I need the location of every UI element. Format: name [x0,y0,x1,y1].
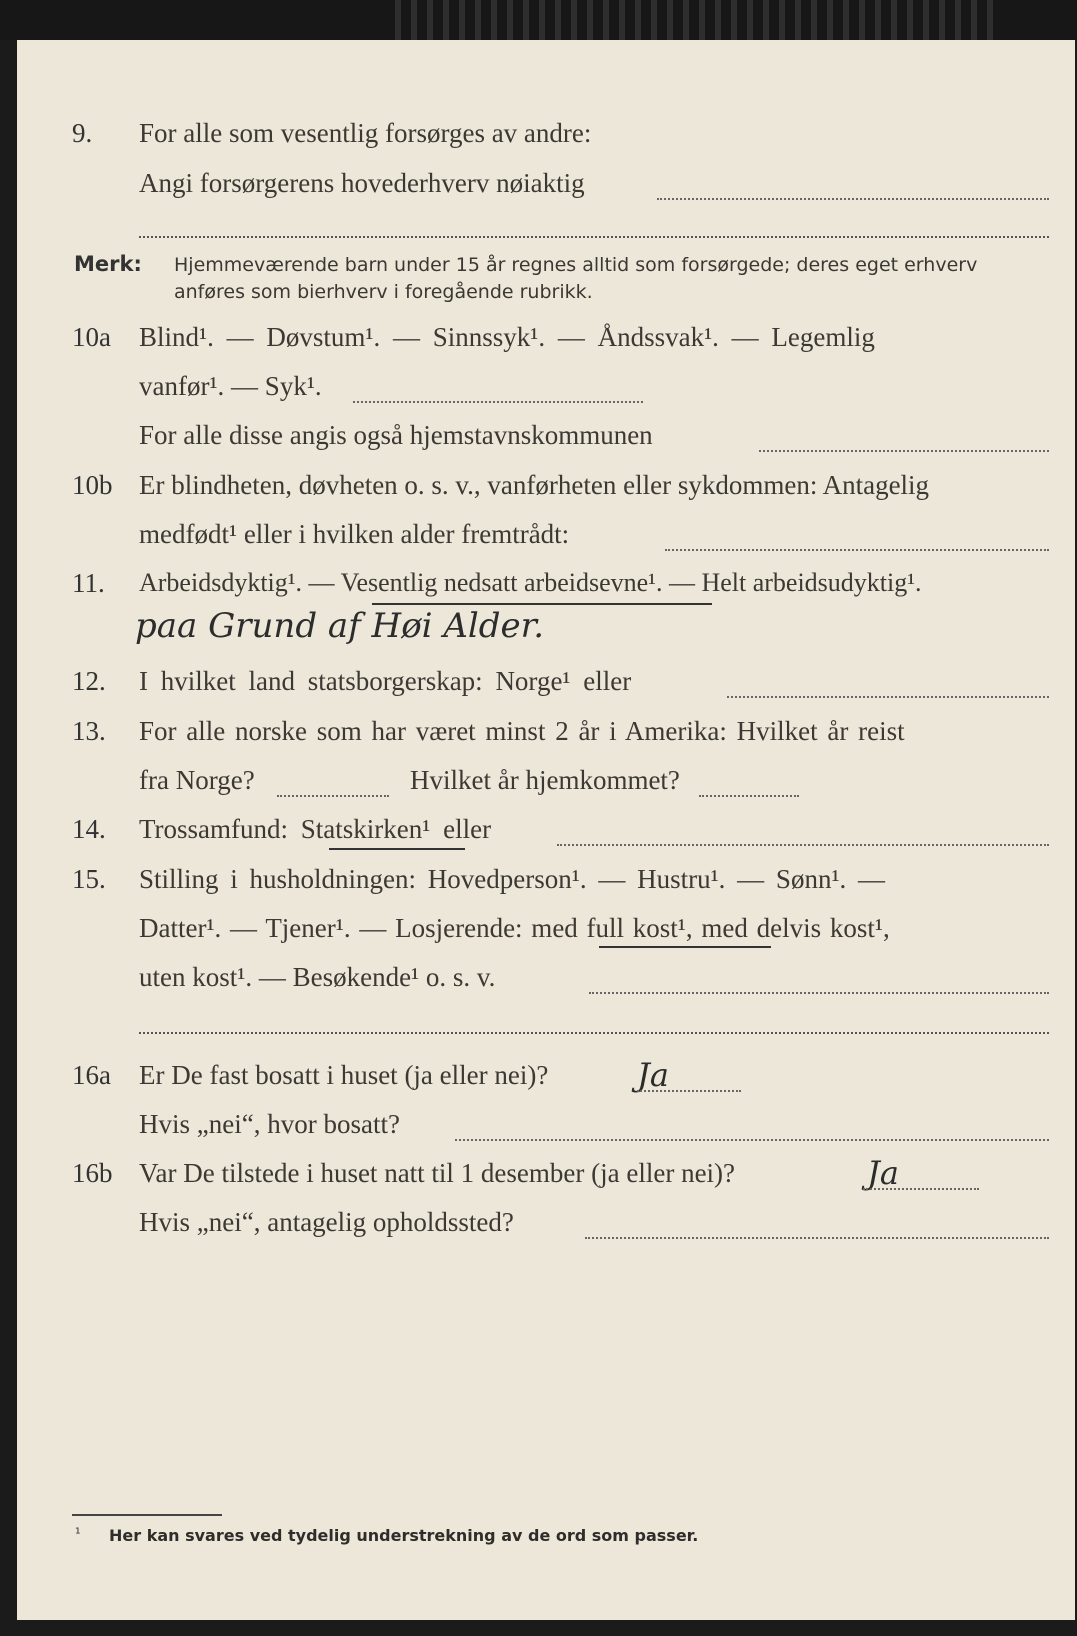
question-text: Er blindheten, døvheten o. s. v., vanførheten eller sykdommen: Antagelig [139,470,930,500]
question-text: Hvis „nei“, hvor bosatt? [139,1109,400,1139]
question-number: 12. [72,666,106,696]
answer-line[interactable] [863,1188,979,1190]
question-16b-line-2 [17,1207,1075,1247]
question-text: Trossamfund: Statskirken¹ eller [139,814,492,844]
question-13 [17,716,1075,756]
question-number: 14. [72,814,106,844]
question-text: Er De fast bosatt i huset (ja eller nei)? [139,1060,549,1090]
question-10a [17,322,1075,362]
question-number: 16b [72,1158,113,1188]
binding-edge [395,0,1015,40]
question-text: Hvilket år hjemkommet? [410,765,680,795]
question-14 [17,814,1075,854]
question-12 [17,666,1075,706]
question-number: 11. [72,568,105,598]
question-text: Var De tilstede i huset natt til 1 desember (ja eller nei)? [139,1158,736,1188]
handwritten-answer: paa Grund af Høi Alder. [135,606,544,646]
question-9 [17,118,1075,158]
answer-line[interactable] [353,401,643,403]
question-9-line-2 [17,168,1075,208]
question-11 [17,568,1075,608]
question-text: Angi forsørgerens hovederhverv nøiaktig [139,168,585,198]
answer-line[interactable] [557,844,1049,846]
note-text: Hjemmeværende barn under 15 år regnes alltid som forsørgede; deres eget erhverv [174,254,978,276]
question-text: For alle som vesentlig forsørges av andre: [139,118,592,148]
answer-line[interactable] [139,1032,1049,1034]
question-text: Arbeidsdyktig¹. — Vesentlig nedsatt arbeidsevne¹. — Helt arbeidsudyktig¹. [139,568,922,597]
question-text: medfødt¹ eller i hvilken alder fremtrådt: [139,519,570,549]
footnote-divider [72,1514,222,1516]
question-16b [17,1154,1075,1198]
footnote-text: Her kan svares ved tydelig understrekning av de ord som passer. [109,1526,699,1545]
scan-top-border [0,0,1077,40]
question-10b [17,470,1075,510]
footnote-marker: ¹ [75,1526,81,1542]
question-15 [17,864,1075,904]
question-text: fra Norge? [139,765,255,795]
question-10a-line-2 [17,371,1075,411]
answer-line[interactable] [759,450,1049,452]
question-number: 15. [72,864,106,894]
question-text: Datter¹. — Tjener¹. — Losjerende: med full kost¹, med delvis kost¹, [139,913,890,943]
question-number: 10b [72,470,113,500]
question-text: Hvis „nei“, antagelig opholdssted? [139,1207,514,1237]
answer-line[interactable] [657,198,1049,200]
question-10b-line-2 [17,519,1075,559]
question-10a-line-3 [17,420,1075,460]
selected-underline [372,603,712,605]
question-15-line-2 [17,913,1075,953]
question-text: vanfør¹. — Syk¹. [139,371,322,401]
question-16a-line-2 [17,1109,1075,1149]
note-text: anføres som bierhverv i foregående rubrikk. [174,281,593,303]
selected-underline [599,946,771,948]
note-label: Merk: [74,252,142,276]
question-number: 10a [72,322,111,352]
question-text: For alle norske som har været minst 2 år i Amerika: Hvilket år reist [139,716,905,746]
answer-line[interactable] [277,795,389,797]
answer-line[interactable] [585,1237,1049,1239]
handwritten-answer: Ja [867,1154,899,1192]
question-text: Stilling i husholdningen: Hovedperson¹. — Hustru¹. — Sønn¹. — [139,864,886,894]
answer-line[interactable] [637,1090,741,1092]
selected-underline [329,848,465,850]
question-text: For alle disse angis også hjemstavnskommunen [139,420,653,450]
answer-line[interactable] [455,1139,1049,1141]
question-text: uten kost¹. — Besøkende¹ o. s. v. [139,962,496,992]
question-text: Blind¹. — Døvstum¹. — Sinnssyk¹. — Åndssvak¹. — Legemlig [139,322,875,352]
answer-line[interactable] [727,696,1049,698]
answer-line[interactable] [699,795,799,797]
question-number: 9. [72,118,93,148]
question-number: 13. [72,716,106,746]
census-form-page [17,40,1075,1620]
question-15-line-3 [17,962,1075,1002]
question-16a [17,1056,1075,1100]
answer-line[interactable] [589,992,1049,994]
answer-line[interactable] [665,549,1049,551]
question-number: 16a [72,1060,111,1090]
answer-line[interactable] [139,236,1049,238]
question-13-line-2 [17,765,1075,805]
question-text: I hvilket land statsborgerskap: Norge¹ eller [139,666,632,696]
handwritten-answer: Ja [637,1056,669,1094]
